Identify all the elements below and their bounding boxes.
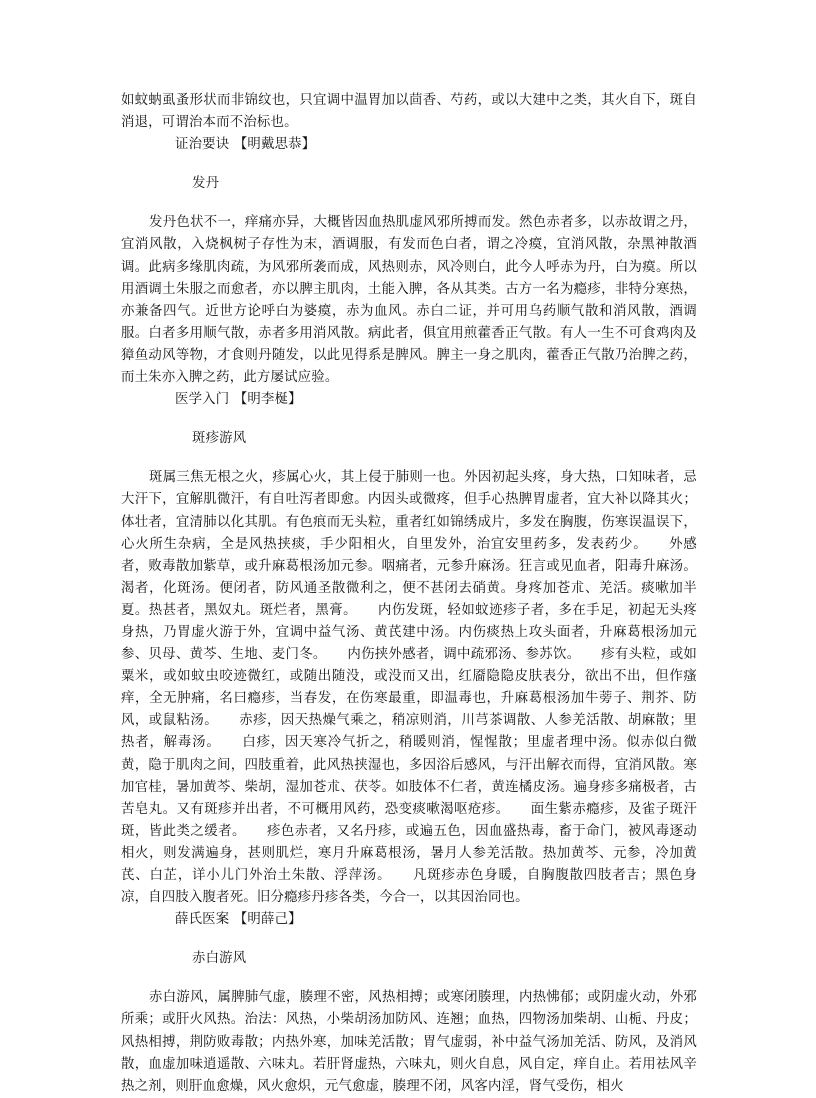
document-page xyxy=(121,90,697,1098)
section-body-chibai: 赤白游风，属脾肺气虚，腠理不密，风热相搏；或寒闭腠理，内热怫郁；或阴虚火动，外邪所乘；或肝火风热。治法：风热，小柴胡汤加防风、连翘；血热，四物汤加柴胡、山栀、丹皮；风热相搏，荆防败毒散；内热外寒，加味羌活散；胃气虚弱，补中益气汤加羌活、防风，及消风散，血虚加味逍遥散、六味丸。若肝肾虚热，六味丸，则火自息，风自定，痒自止。若用祛风辛热之剂，则肝血愈燥，风火愈炽，元气愈虚，腠理不闭，风客内淫，肾气受伤，相火 xyxy=(121,990,697,1094)
section-body-fadan: 发丹色状不一，痒痛亦异，大概皆因血热肌虚风邪所搏而发。然色赤者多，以赤故谓之丹，宜消风散，入烧枫树子存性为末，酒调服，有发而色白者，谓之冷瘼，宜消风散，杂黑神散酒调。此病多缘肌肉疏，为风邪所袭而成，风热则赤，风冷则白，此今人呼赤为丹，白为瘼。所以用酒调土朱服之而愈者，亦以脾主肌肉，土能入脾，各从其类。古方一名为瘾疹，非特分寒热，亦兼备四气。近世方论呼白为婆瘼，赤为血风。赤白二证，并可用乌药顺气散和消风散，酒调服。白者多用顺气散，赤者多用消风散。病此者，俱宜用煎藿香正气散。有人一生不可食鸡肉及獐鱼动风等物，才食则丹随发，以此见得系是脾风。脾主一身之肌肉，藿香正气散乃治脾之药，而土朱亦入脾之药，此方屡试应验。 xyxy=(121,215,697,386)
section-body-banzhen: 斑属三焦无根之火，疹属心火，其上侵于肺则一也。外因初起头疼，身大热，口知味者，忌大汗下，宜解肌微汗，有自吐泻者即愈。内因头或微疼，但手心热脾胃虚者，宜大补以降其火；体壮者，宜清肺以化其肌。有色痕而无头粒，重者红如锦绣成片，多发在胸腹，伤寒误温误下，心火所生杂病，全是风热挟痰，手少阳相火，自里发外，治宜安里药多，发表药少。 外感者，败毒散加紫草，或升麻葛根汤加元参。咽痛者，元参升麻汤。狂言或见血者，阳毒升麻汤。渴者，化斑汤。便闭者，防风通圣散微利之，便不甚闭去硝黄。身疼加苍朮、羌活。痰嗽加半夏。热甚者，黑奴丸。斑烂者，黑膏。 内伤发斑，轻如蚊迹疹子者，多在手足，初起无头疼身热，乃胃虚火游于外，宜调中益气汤、黄芪建中汤。内伤痰热上攻头面者，升麻葛根汤加元参、贝母、黄芩、生地、麦门冬。 内伤挟外感者，调中疏邪汤、参苏饮。 疹有头粒，或如粟米，或如蚊虫咬迹微红，或随出随没，或没而又出，红靥隐隐皮肤表分，欲出不出，但作瘙痒，全无肿痛，名曰瘾疹，当春发，在伤寒最重，即温毒也，升麻葛根汤加牛蒡子、荆芥、防风，或鼠粘汤。 赤疹，因天热燥气乘之，稍凉则消，川芎茶调散、人参羌活散、胡麻散；里热者，解毒汤。 白疹，因天寒冷气折之，稍暖则消，惺惺散；里虚者理中汤。似赤似白微黄，隐于肌肉之间，四肢重着，此风热挟湿也，多因浴后感风，与汗出解衣而得，宜消风散。寒加官桂，暑加黄芩、柴胡，湿加苍朮、茯苓。如肢体不仁者，黄连橘皮汤。遍身疹多痛极者，古苦皂丸。又有斑疹并出者，不可概用风药，恐变痰嗽渴呕疮疹。 面生紫赤瘾疹，及雀子斑汗斑，皆此类之缓者。 疹色赤者，又名丹疹，或遍五色，因血盛热毒，畜于命门，被风毒逐动相火，则发满遍身，甚则肌烂，寒月升麻葛根汤，暑月人参羌活散。热加黄芩、元参，冷加黄芪、白芷，详小儿门外治土朱散、浮萍汤。 凡斑疹赤色身暖，自胸腹散四肢者吉；黑色身凉，自四肢入腹者死。旧分瘾疹丹疹各类，今合一，以其因治同也。 xyxy=(121,470,697,906)
section-title-fadan: 发丹 xyxy=(192,176,220,192)
intro-paragraph: 如蚊蚋虱蚤形状而非锦纹也，只宜调中温胃加以茴香、芍药，或以大建中之类，其火自下，斑自消退，可谓治本而不治标也。 xyxy=(121,93,697,131)
section-title-chibai: 赤白游风 xyxy=(192,951,247,967)
source-citation-2: 医学入门 【明李梴】 xyxy=(175,392,302,408)
source-citation-1: 证治要诀 【明戴思恭】 xyxy=(175,137,316,153)
source-citation-3: 薛氏医案 【明薛己】 xyxy=(175,912,302,928)
section-title-banzhen: 斑疹游风 xyxy=(192,431,247,447)
